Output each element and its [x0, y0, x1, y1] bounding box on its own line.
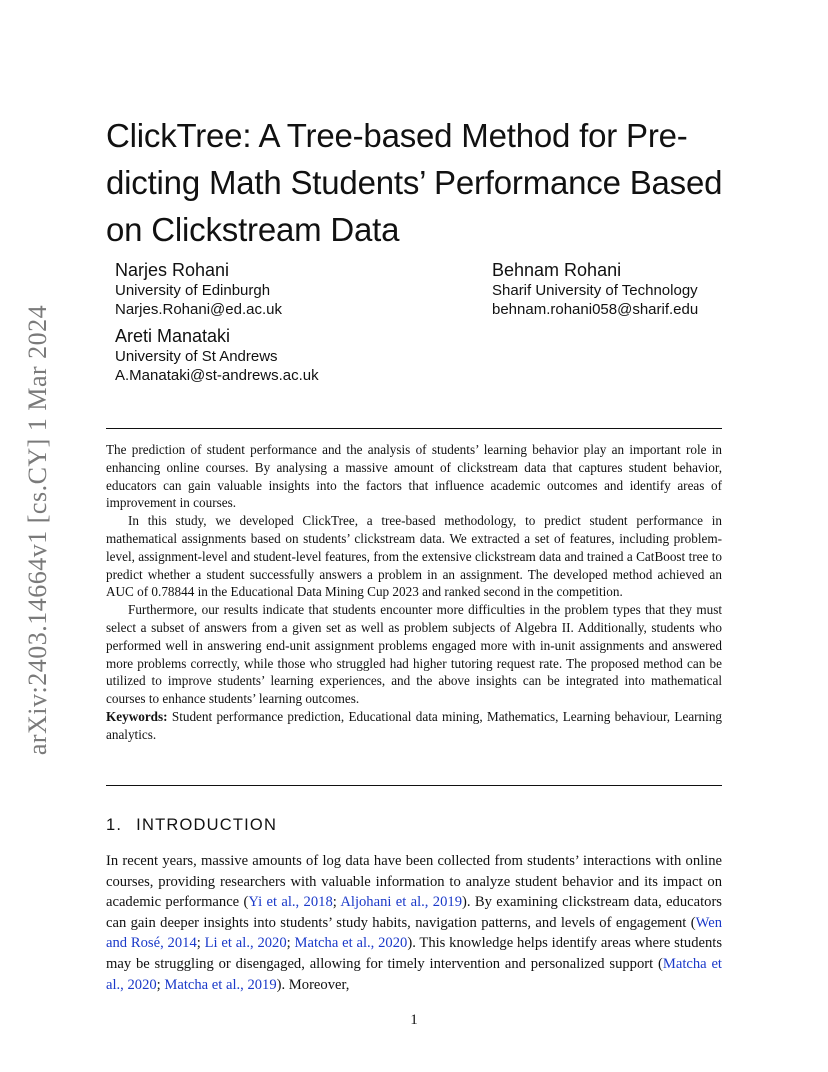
abstract-paragraph: In this study, we developed ClickTree, a tree-based methodology, to predict student performance in mathematical assignments based on students’ clickstream data. We extracted a set of features, including problem-level, assignment-level and student-level features, from the extensive clickstream data and trained a CatBoost tree to predict whether a student successfully answers a problem in an assignment. The developed method achieved an AUC of 0.78844 in the Educational Data Mining Cup 2023 and ranked second in the competition.: [106, 513, 722, 600]
abstract-paragraph: Furthermore, our results indicate that students encounter more difficulties in the problem types that they must select a subset of answers from a given set as well as problem subjects of Algebra II. Additionally, students who performed well in answering end-unit assignment problems engaged more with in-unit assignments and answered more problems correctly, while those who struggled had higher tutoring request rate. The proposed method can be utilized to improve students’ learning experiences, and the above insights can be integrated into mathematical courses to enhance students’ learning outcomes.: [106, 602, 722, 707]
arxiv-identifier-stamp: arXiv:2403.14664v1 [cs.CY] 1 Mar 2024: [23, 304, 52, 756]
citation-link[interactable]: Li et al., 2020: [204, 935, 287, 952]
author-affiliation: University of St Andrews: [115, 348, 278, 365]
abstract-paragraph: The prediction of student performance and the analysis of students’ learning behavior play an important role in enhancing online courses. By analysing a massive amount of clickstream data that captures student behavior, educators can gain valuable insights into the factors that influence academic outcomes and identify areas of improvement in courses.: [106, 442, 722, 511]
author-affiliation: Sharif University of Technology: [492, 282, 698, 299]
author-name: Narjes Rohani: [115, 260, 230, 280]
citation-separator: ;: [156, 976, 165, 993]
section-number: 1.: [106, 816, 123, 834]
section-title: INTRODUCTION: [136, 816, 278, 834]
abstract-top-rule: [106, 428, 722, 429]
intro-paragraph: [106, 851, 722, 995]
author-email: A.Manataki@st-andrews.ac.uk: [115, 367, 319, 384]
keywords: [106, 708, 722, 744]
author-email: Narjes.Rohani@ed.ac.uk: [115, 301, 282, 318]
citation-link[interactable]: Yi et al., 2018: [248, 894, 333, 911]
citation-link[interactable]: Wen and Rosé, 2014: [106, 914, 722, 952]
citation-separator: ;: [286, 935, 295, 952]
author-block-1: [115, 259, 282, 319]
author-block-3: [115, 325, 319, 385]
author-name: Areti Manataki: [115, 326, 231, 346]
intro-text: ). By examining clickstream data, educators can gain deeper insights into students’ study habits, navigation patterns, and levels of engagement (: [106, 894, 722, 931]
page-number: 1: [410, 1012, 418, 1028]
abstract-bottom-rule: [106, 785, 722, 786]
citation-separator: ;: [332, 894, 341, 911]
author-block-2: [492, 259, 698, 319]
keywords-list: Student performance prediction, Educational data mining, Mathematics, Learning behaviour, Learning analytics.: [106, 708, 723, 742]
citation-separator: ;: [196, 935, 205, 952]
citation-link[interactable]: Matcha et al., 2020: [294, 935, 408, 952]
intro-text: ). Moreover,: [276, 976, 350, 993]
keywords-label: Keywords:: [106, 708, 168, 724]
citation-link[interactable]: Aljohani et al., 2019: [340, 894, 462, 911]
author-email: behnam.rohani058@sharif.edu: [492, 301, 699, 318]
intro-text: ). This knowledge helps identify areas where students may be struggling or disengaged, allowing for timely intervention and personalized support (: [106, 935, 722, 972]
citation-link[interactable]: Matcha et al., 2020: [106, 955, 722, 993]
abstract: [106, 441, 722, 744]
citation-link[interactable]: Matcha et al., 2019: [164, 976, 277, 993]
intro-text: In recent years, massive amounts of log data have been collected from students’ interactions with online courses, providing researchers with valuable information to analyze student behavior and its impact on academic performance (: [106, 853, 722, 911]
paper-title: ClickTree: A Tree-based Method for Pre- dicting Math Students’ Performance Based on Clickstream Data: [106, 117, 723, 248]
author-affiliation: University of Edinburgh: [115, 282, 271, 299]
author-name: Behnam Rohani: [492, 260, 622, 280]
section-heading: [106, 816, 277, 835]
